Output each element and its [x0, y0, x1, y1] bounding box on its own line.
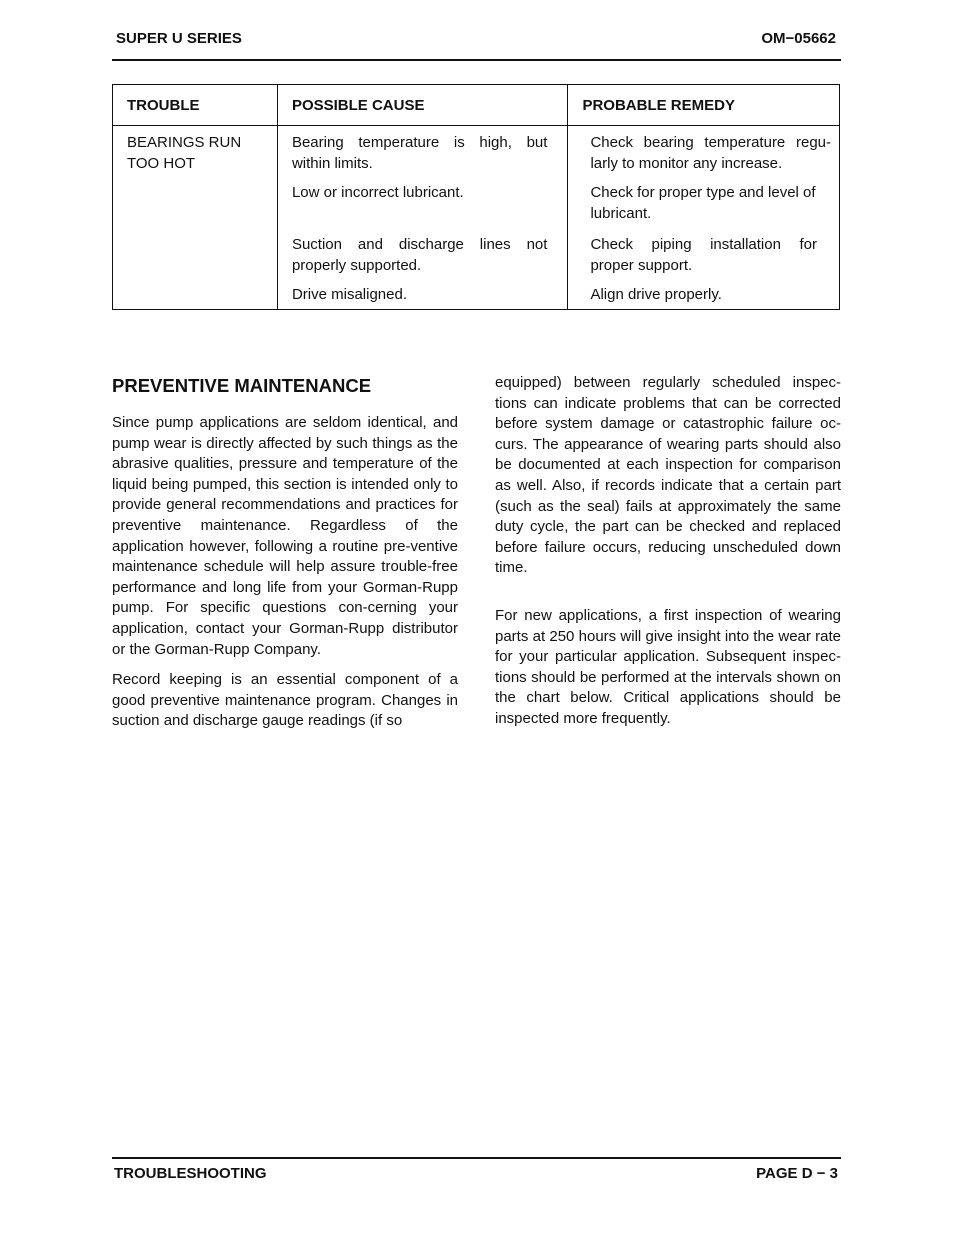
column-header-probable-remedy: PROBABLE REMEDY — [568, 85, 840, 126]
cause-item: Bearing temperature is high, but within limits. — [291, 134, 548, 172]
body-paragraph: Since pump applications are seldom identical, and pump wear is directly affected by such things as the abrasive qualities, pressure and temperature of the liquid being pumped, this section is intended only to provide general recommendations and practices for preventive maintenance. Regardless of the application however, following a routine pre-ventive maintenance schedule will help assure trouble-free performance and long life from your Gorman-Rupp pump. For specific questions con-cerning your application, contact your Gorman-Rupp distributor or the Gorman-Rupp Company. — [112, 414, 458, 658]
column-header-possible-cause: POSSIBLE CAUSE — [277, 85, 567, 126]
remedy-cell — [568, 126, 840, 310]
cause-cell — [277, 126, 567, 310]
troubleshooting-table — [112, 84, 840, 310]
section-title: PREVENTIVE MAINTENANCE — [112, 375, 372, 396]
remedy-item: Check piping installation for proper support. — [590, 236, 817, 274]
running-footer-section: TROUBLESHOOTING — [114, 1165, 267, 1182]
remedy-item: Align drive properly. — [590, 286, 722, 303]
trouble-text: BEARINGS RUN TOO HOT — [127, 134, 242, 172]
body-paragraph: equipped) between regularly scheduled inspec-tions can indicate problems that can be corrected before system damage or catastrophic failure oc-curs. The appearance of wearing parts should also be documented at each inspection for comparison as well. Also, if records indicate that a certain part (such as the seal) fails at approximately the same duty cycle, the part can be checked and replaced before failure occurs, reducing unscheduled down time. — [495, 374, 841, 577]
text-column-left — [112, 413, 458, 732]
remedy-item: Check bearing temperature regu-larly to monitor any increase. — [590, 134, 831, 172]
table-row — [113, 126, 840, 310]
trouble-cell — [113, 126, 278, 310]
column-header-trouble: TROUBLE — [113, 85, 278, 126]
cause-item: Low or incorrect lubricant. — [291, 184, 464, 201]
body-paragraph: Record keeping is an essential component of a good preventive maintenance program. Changes in suction and discharge gauge readings (if so — [112, 671, 458, 730]
cause-item: Drive misaligned. — [291, 286, 407, 303]
running-header-doc-number: OM−05662 — [761, 30, 836, 47]
table-header-row — [113, 85, 840, 126]
running-header-series: SUPER U SERIES — [116, 30, 242, 47]
page-number: PAGE D − 3 — [756, 1165, 838, 1182]
cause-item: Suction and discharge lines not properly supported. — [291, 236, 548, 274]
footer-rule — [112, 1157, 841, 1159]
remedy-item: Check for proper type and level of lubricant. — [590, 184, 816, 222]
body-paragraph: For new applications, a first inspection of wearing parts at 250 hours will give insight into the wear rate for your particular application. Subsequent inspec-tions should be performed at the intervals shown on the chart below. Critical applications should be inspected more frequently. — [495, 606, 841, 727]
text-column-right — [495, 373, 841, 730]
header-rule — [112, 59, 841, 61]
